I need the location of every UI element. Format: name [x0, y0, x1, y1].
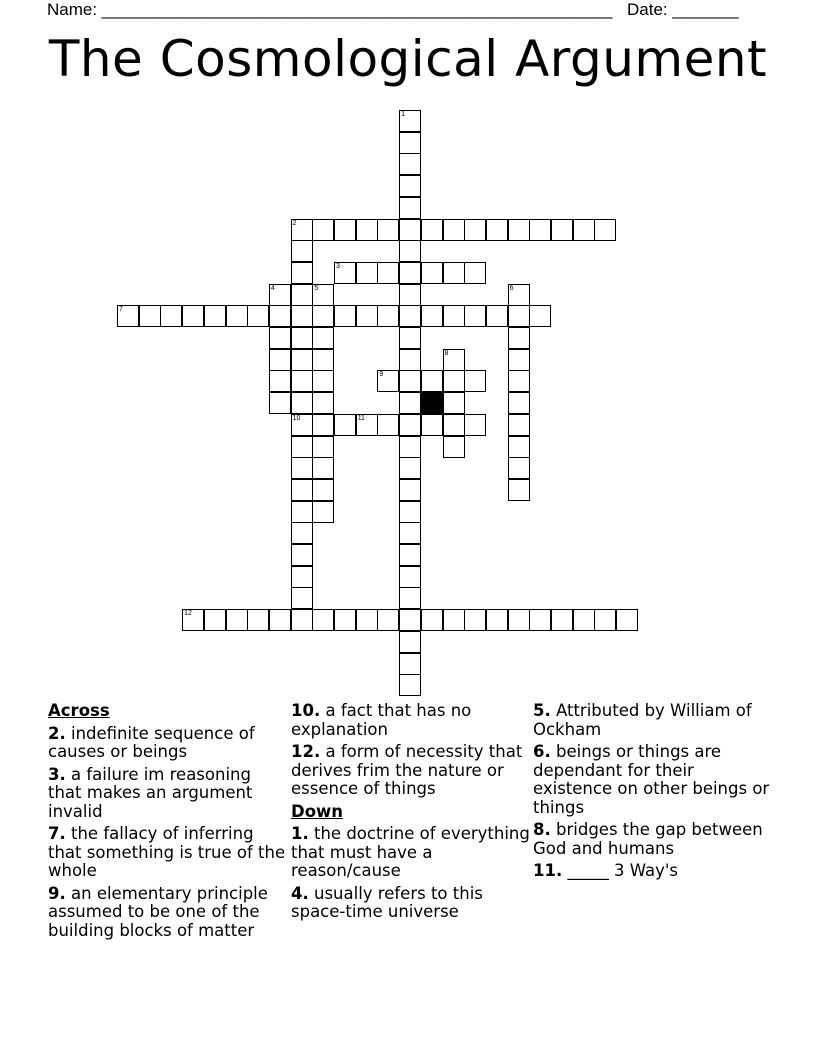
- crossword-cell[interactable]: [399, 153, 421, 175]
- crossword-cell[interactable]: [508, 284, 530, 306]
- crossword-cell[interactable]: [291, 479, 313, 501]
- crossword-cell[interactable]: [529, 219, 551, 241]
- crossword-cell[interactable]: [334, 262, 356, 284]
- crossword-cell[interactable]: [312, 609, 334, 631]
- crossword-cell[interactable]: [464, 305, 486, 327]
- across-clue-9: 9. an elementary principle assumed to be one of the building blocks of matter: [48, 883, 268, 940]
- crossword-cell[interactable]: [312, 305, 334, 327]
- crossword-cell[interactable]: [508, 609, 530, 631]
- name-field: Name: ______________________________________________________: [47, 0, 613, 19]
- crossword-cell[interactable]: [399, 370, 421, 392]
- crossword-cell[interactable]: [291, 609, 313, 631]
- down-clue-8: 8. bridges the gap between God and humans: [533, 820, 763, 858]
- crossword-cell[interactable]: [443, 219, 465, 241]
- crossword-cell[interactable]: [529, 305, 551, 327]
- crossword-cell[interactable]: [291, 436, 313, 458]
- crossword-cell[interactable]: [399, 327, 421, 349]
- crossword-cell[interactable]: [291, 262, 313, 284]
- crossword-cell[interactable]: [139, 305, 161, 327]
- clue-column-1: [48, 702, 288, 944]
- down-clue-11: 11. _____ 3 Way's: [533, 861, 678, 880]
- across-clue-7: 7. the fallacy of inferring that something is true of the whole: [48, 824, 286, 880]
- crossword-cell[interactable]: [312, 349, 334, 371]
- crossword-cell[interactable]: [312, 327, 334, 349]
- crossword-cell[interactable]: [399, 305, 421, 327]
- crossword-cell[interactable]: [594, 219, 616, 241]
- crossword-cell[interactable]: [443, 262, 465, 284]
- crossword-cell[interactable]: [508, 370, 530, 392]
- crossword-cell[interactable]: [356, 262, 378, 284]
- blocked-cell: [421, 392, 443, 414]
- crossword-cell[interactable]: [594, 609, 616, 631]
- down-clue-4: 4. usually refers to this space-time universe: [291, 883, 483, 921]
- crossword-cell[interactable]: [508, 392, 530, 414]
- clue-number: 9: [379, 371, 384, 379]
- crossword-cell[interactable]: [486, 305, 508, 327]
- crossword-cell[interactable]: [508, 305, 530, 327]
- crossword-cell[interactable]: [291, 370, 313, 392]
- crossword-cell[interactable]: [377, 370, 399, 392]
- crossword-cell[interactable]: [399, 219, 421, 241]
- down-heading: Down: [291, 801, 344, 821]
- crossword-cell[interactable]: [464, 609, 486, 631]
- crossword-cell[interactable]: [443, 436, 465, 458]
- crossword-cell[interactable]: [508, 436, 530, 458]
- crossword-cell[interactable]: [160, 305, 182, 327]
- clue-number: 12: [184, 610, 192, 618]
- crossword-cell[interactable]: [291, 392, 313, 414]
- clue-column-3: [533, 702, 773, 885]
- crossword-cell[interactable]: [399, 349, 421, 371]
- clue-number: 4: [270, 284, 275, 292]
- crossword-cell[interactable]: [312, 392, 334, 414]
- crossword-cell[interactable]: [269, 609, 291, 631]
- crossword-cell[interactable]: [399, 653, 421, 675]
- crossword-cell[interactable]: [291, 327, 313, 349]
- crossword-cell[interactable]: [269, 370, 291, 392]
- down-clue-1: 1. the doctrine of everything that must have a reason/cause: [291, 824, 530, 880]
- crossword-cell[interactable]: [247, 305, 269, 327]
- across-clue-12: 12. a form of necessity that derives frim the nature or essence of things: [291, 742, 523, 798]
- crossword-cell[interactable]: [269, 392, 291, 414]
- across-clue-2: 2. indefinite sequence of causes or beings: [48, 723, 255, 761]
- crossword-cell[interactable]: [291, 414, 313, 436]
- clue-number: 8: [444, 349, 449, 357]
- crossword-cell[interactable]: [377, 262, 399, 284]
- crossword-cell[interactable]: [399, 284, 421, 306]
- crossword-cell[interactable]: [269, 284, 291, 306]
- crossword-cell[interactable]: [356, 219, 378, 241]
- crossword-cell[interactable]: [269, 305, 291, 327]
- crossword-cell[interactable]: [291, 457, 313, 479]
- crossword-cell[interactable]: [291, 522, 313, 544]
- crossword-cell[interactable]: [291, 544, 313, 566]
- down-clue-6: 6. beings or things are dependant for their existence on other beings or things: [533, 742, 770, 817]
- crossword-cell[interactable]: [399, 457, 421, 479]
- crossword-cell[interactable]: [486, 219, 508, 241]
- crossword-cell[interactable]: [269, 349, 291, 371]
- crossword-cell[interactable]: [421, 305, 443, 327]
- crossword-cell[interactable]: [508, 479, 530, 501]
- crossword-cell[interactable]: [399, 631, 421, 653]
- crossword-cell[interactable]: [204, 609, 226, 631]
- clue-number: 5: [314, 284, 319, 292]
- crossword-cell[interactable]: [508, 414, 530, 436]
- across-heading: Across: [48, 701, 110, 720]
- crossword-cell[interactable]: [334, 219, 356, 241]
- crossword-cell[interactable]: [551, 609, 573, 631]
- crossword-cell[interactable]: [204, 305, 226, 327]
- crossword-cell[interactable]: [399, 609, 421, 631]
- crossword-cell[interactable]: [399, 132, 421, 154]
- date-field: Date: _______: [627, 0, 739, 19]
- crossword-cell[interactable]: [377, 305, 399, 327]
- crossword-cell[interactable]: [226, 609, 248, 631]
- crossword-cell[interactable]: [399, 392, 421, 414]
- crossword-cell[interactable]: [356, 305, 378, 327]
- clue-number: 6: [509, 284, 514, 292]
- crossword-cell[interactable]: [399, 674, 421, 696]
- crossword-cell[interactable]: [399, 522, 421, 544]
- clue-number: 10: [292, 414, 301, 422]
- crossword-cell[interactable]: [399, 110, 421, 132]
- crossword-cell[interactable]: [399, 414, 421, 436]
- crossword-cell[interactable]: [421, 262, 443, 284]
- crossword-cell[interactable]: [399, 501, 421, 523]
- crossword-cell[interactable]: [399, 566, 421, 588]
- crossword-cell[interactable]: [443, 349, 465, 371]
- crossword-cell[interactable]: [291, 566, 313, 588]
- clue-number: 3: [336, 262, 340, 270]
- crossword-cell[interactable]: [312, 501, 334, 523]
- crossword-cell[interactable]: [443, 370, 465, 392]
- crossword-cell[interactable]: [399, 587, 421, 609]
- crossword-cell[interactable]: [399, 197, 421, 219]
- crossword-cell[interactable]: [464, 370, 486, 392]
- crossword-cell[interactable]: [508, 327, 530, 349]
- crossword-cell[interactable]: [377, 219, 399, 241]
- crossword-cell[interactable]: [399, 544, 421, 566]
- crossword-cell[interactable]: [291, 587, 313, 609]
- crossword-cell[interactable]: [377, 414, 399, 436]
- crossword-cell[interactable]: [508, 219, 530, 241]
- clue-number: 7: [119, 306, 123, 314]
- crossword-cell[interactable]: [291, 219, 313, 241]
- crossword-cell[interactable]: [399, 479, 421, 501]
- crossword-cell[interactable]: [421, 609, 443, 631]
- crossword-cell[interactable]: [312, 436, 334, 458]
- crossword-cell[interactable]: [182, 609, 204, 631]
- crossword-cell[interactable]: [399, 436, 421, 458]
- crossword-cell[interactable]: [182, 305, 204, 327]
- crossword-cell[interactable]: [443, 392, 465, 414]
- crossword-cell[interactable]: [464, 262, 486, 284]
- across-clue-10: 10. a fact that has no explanation: [291, 701, 472, 739]
- clue-number: 2: [292, 219, 297, 227]
- crossword-cell[interactable]: [291, 240, 313, 262]
- crossword-cell[interactable]: [508, 457, 530, 479]
- crossword-cell[interactable]: [334, 609, 356, 631]
- down-clue-5: 5. Attributed by William of Ockham: [533, 701, 752, 739]
- clue-number: 1: [401, 111, 405, 118]
- crossword-cell[interactable]: [291, 305, 313, 327]
- crossword-cell[interactable]: [616, 609, 638, 631]
- crossword-cell[interactable]: [334, 414, 356, 436]
- crossword-cell[interactable]: [312, 219, 334, 241]
- crossword-cell[interactable]: [486, 609, 508, 631]
- crossword-cell[interactable]: [247, 609, 269, 631]
- crossword-cell[interactable]: [291, 284, 313, 306]
- crossword-cell[interactable]: [421, 370, 443, 392]
- crossword-cell[interactable]: [443, 305, 465, 327]
- crossword-cell[interactable]: [443, 609, 465, 631]
- crossword-cell[interactable]: [269, 327, 291, 349]
- crossword-cell[interactable]: [312, 457, 334, 479]
- crossword-cell[interactable]: [573, 219, 595, 241]
- crossword-cell[interactable]: [421, 414, 443, 436]
- crossword-cell[interactable]: [421, 219, 443, 241]
- crossword-cell[interactable]: [291, 501, 313, 523]
- crossword-cell[interactable]: [443, 414, 465, 436]
- crossword-cell[interactable]: [377, 609, 399, 631]
- clue-number: 11: [357, 414, 365, 422]
- crossword-cell[interactable]: [117, 305, 139, 327]
- crossword-cell[interactable]: [464, 414, 486, 436]
- crossword-cell[interactable]: [399, 262, 421, 284]
- crossword-cell[interactable]: [573, 609, 595, 631]
- page-title: The Cosmological Argument: [48, 30, 768, 88]
- crossword-cell[interactable]: [291, 349, 313, 371]
- crossword-cell[interactable]: [508, 349, 530, 371]
- crossword-cell[interactable]: [356, 414, 378, 436]
- crossword-cell[interactable]: [312, 479, 334, 501]
- crossword-cell[interactable]: [399, 175, 421, 197]
- crossword-cell[interactable]: [399, 240, 421, 262]
- clue-column-2: [291, 702, 531, 926]
- crossword-cell[interactable]: [551, 219, 573, 241]
- crossword-cell[interactable]: [334, 305, 356, 327]
- crossword-cell[interactable]: [312, 284, 334, 306]
- crossword-cell[interactable]: [464, 219, 486, 241]
- crossword-cell[interactable]: [312, 414, 334, 436]
- crossword-cell[interactable]: [529, 609, 551, 631]
- across-clue-3: 3. a failure im reasoning that makes an argument invalid: [48, 764, 253, 821]
- crossword-cell[interactable]: [356, 609, 378, 631]
- crossword-cell[interactable]: [226, 305, 248, 327]
- crossword-cell[interactable]: [312, 370, 334, 392]
